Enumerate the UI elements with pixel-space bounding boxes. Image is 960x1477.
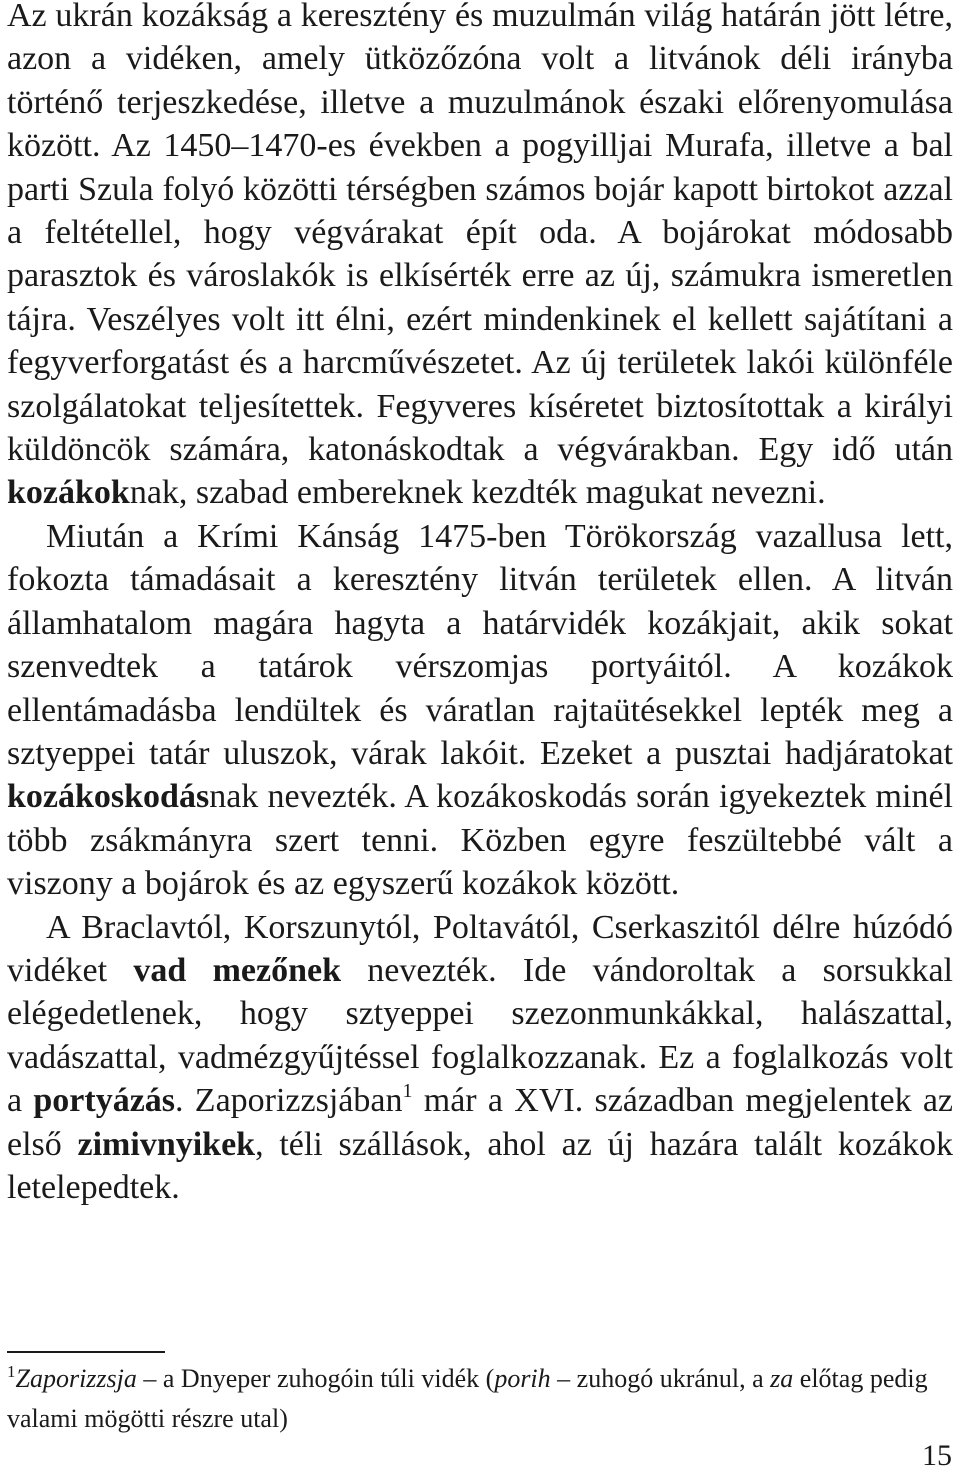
paragraph-2-text: Miután a Krími Kánság 1475-ben Törökország vazallusa lett, fokozta támadásait a keresztény litván területek ellen. A litván államhatalom magára hagyta a határvidék kozákjait, akik sokat szenvedtek a tatárok vérszomjas portyáitól. A kozákok ellentámadásba lendültek és váratlan rajtaütésekkel lepték meg a sztyeppei tatár uluszok, várak lakóit. Ezeket a pusztai hadjáratokat	[7, 517, 953, 772]
term-zimivnyikek: zimivnyikek	[77, 1125, 256, 1163]
paragraph-2	[7, 515, 953, 906]
page-number: 15	[922, 1439, 952, 1472]
footnote-text-1: a Dnyeper zuhogóin túli vidék (	[162, 1364, 495, 1393]
footnote-text-2: – zuhogó ukránul, a	[550, 1364, 771, 1393]
term-kozakok: kozákok	[7, 474, 130, 512]
paragraph-3-text: A Braclavtól, Korszunytól, Poltavától, Cserkaszitól délre húzódó vidéket	[7, 908, 953, 989]
paragraph-1	[7, 0, 953, 515]
footnote-dash: –	[136, 1364, 163, 1393]
paragraph-1-text-end: nak, szabad embereknek kezdték magukat nevezni.	[129, 474, 826, 512]
body-text	[7, 0, 953, 1209]
paragraph-3-text-3: . Zaporizzsjában	[175, 1082, 403, 1120]
footnote-term: Zaporizzsja	[15, 1364, 137, 1393]
term-kozakoskodas: kozákoskodás	[7, 778, 210, 816]
paragraph-3	[7, 906, 953, 1210]
footnote-term-za: za	[770, 1364, 794, 1393]
term-portyazas: portyázás	[33, 1082, 176, 1120]
paragraph-1-text: Az ukrán kozákság a keresztény és muzulmán világ határán jött létre, azon a vidéken, amely ütközőzóna volt a litvánok déli irányba történő terjeszkedése, illetve a muzulmánok északi előrenyomulása között. Az 1450–1470-es években a pogyilljai Murafa, illetve a bal parti Szula folyó közötti térségben számos bojár kapott birtokot azzal a feltétellel, hogy végvárakat épít oda. A bojárokat módosabb parasztok és városlakók is elkísérték erre az új, számukra ismeretlen tájra. Veszélyes volt itt élni, ezért mindenkinek el kellett sajátítani a fegyverforgatást és a harcművészetet. Az új területek lakói különféle szolgálatokat teljesítettek. Fegyveres kíséretet biztosítottak a királyi küldöncök számára, katonáskodtak a végvárakban. Egy idő után	[7, 0, 953, 469]
footnote-term-porih: porih	[494, 1364, 551, 1393]
paragraph-3-text-2: nevezték. Ide vándoroltak a sorsukkal elégedetlenek, hogy sztyeppei szezonmunkákkal, halászattal, vadászattal, vadmézgyűjtéssel foglalkozzanak. Ez a foglalkozás volt a	[7, 951, 953, 1120]
paragraph-2-text-end: nak nevezték. A kozákoskodás során igyekeztek minél több zsákmányra szert tenni. Közben egyre feszültebbé vált a viszony a bojárok és az egyszerű kozákok között.	[7, 778, 953, 903]
footnote-marker: 1	[7, 1362, 16, 1381]
term-vad-mezo: vad mezőnek	[133, 951, 341, 989]
footnote-reference[interactable]: 1	[402, 1080, 413, 1103]
footnote-divider	[7, 1351, 165, 1353]
footnote-text-3: előtag pedig valami mögötti részre utal)	[7, 1364, 928, 1433]
footnote	[7, 1359, 953, 1439]
paragraph-3-text-5: , téli szállások, ahol az új hazára talált kozákok letelepedtek.	[7, 1125, 953, 1206]
paragraph-3-text-4: már a XVI. században megjelentek az első	[7, 1082, 954, 1163]
